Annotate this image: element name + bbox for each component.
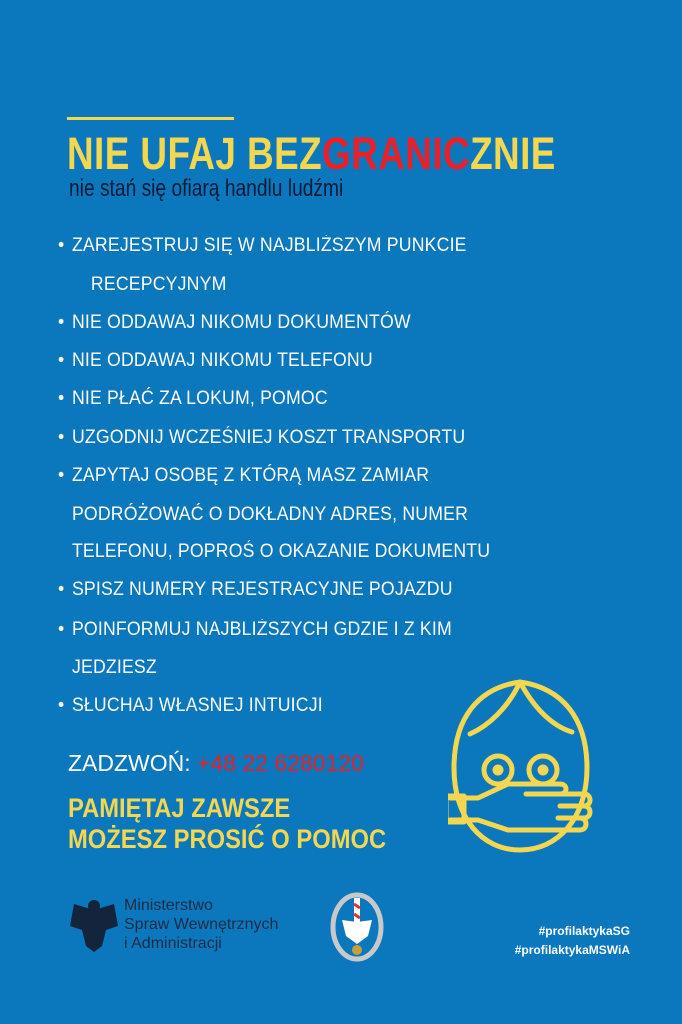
list-item: • NIE PŁAĆ ZA LOKUM, POMOC: [58, 388, 328, 409]
ministry-logo-text: Ministerstwo Spraw Wewnętrznych i Administracji: [124, 897, 279, 952]
hashtag: #profilaktykaMSWiA: [514, 943, 630, 957]
list-item: • NIE ODDAWAJ NIKOMU DOKUMENTÓW: [58, 312, 411, 333]
page-title: [67, 128, 556, 180]
hashtags: [515, 922, 630, 960]
list-item-continuation: JEDZIESZ: [71, 657, 157, 678]
list-item: • NIE ODDAWAJ NIKOMU TELEFONU: [58, 350, 373, 371]
list-item: • ZAPYTAJ OSOBĘ Z KTÓRĄ MASZ ZAMIAR: [58, 465, 430, 486]
list-item: • SŁUCHAJ WŁASNEJ INTUICJI: [58, 695, 323, 716]
hashtag: #profilaktykaSG: [538, 924, 630, 938]
list-item: • SPISZ NUMERY REJESTRACYJNE POJAZDU: [58, 579, 453, 600]
border-guard-emblem-icon: [330, 892, 384, 962]
list-item-continuation: RECEPCYJNYM: [90, 274, 227, 295]
remember-text: [68, 793, 386, 855]
list-item-continuation: PODRÓŻOWAĆ O DOKŁADNY ADRES, NUMER: [71, 504, 469, 525]
subtitle: nie stań się ofiarą handlu ludźmi: [69, 175, 344, 202]
list-item-continuation: TELEFONU, POPROŚ O OKAZANIE DOKUMENTU: [71, 541, 491, 562]
title-part: NIE UFAJ BEZ: [67, 128, 323, 179]
phone-number[interactable]: +48 22 6280120: [197, 750, 364, 776]
decorative-rule: [67, 117, 234, 120]
call-line: [68, 750, 364, 777]
remember-line: MOŻESZ PROSIĆ O POMOC: [68, 824, 387, 854]
call-label: ZADZWOŃ:: [68, 750, 191, 776]
list-item: • UZGODNIJ WCZEŚNIEJ KOSZT TRANSPORTU: [58, 427, 466, 448]
eagle-emblem-icon: [68, 896, 120, 954]
covered-mouth-face-icon: [448, 678, 593, 863]
title-highlight: GRANIC: [322, 128, 471, 179]
list-item: • ZAREJESTRUJ SIĘ W NAJBLIŻSZYM PUNKCIE: [58, 235, 467, 256]
list-item: • POINFORMUJ NAJBLIŻSZYCH GDZIE I Z KIM: [58, 619, 452, 640]
remember-line: PAMIĘTAJ ZAWSZE: [68, 793, 291, 823]
title-part: ZNIE: [470, 128, 556, 179]
